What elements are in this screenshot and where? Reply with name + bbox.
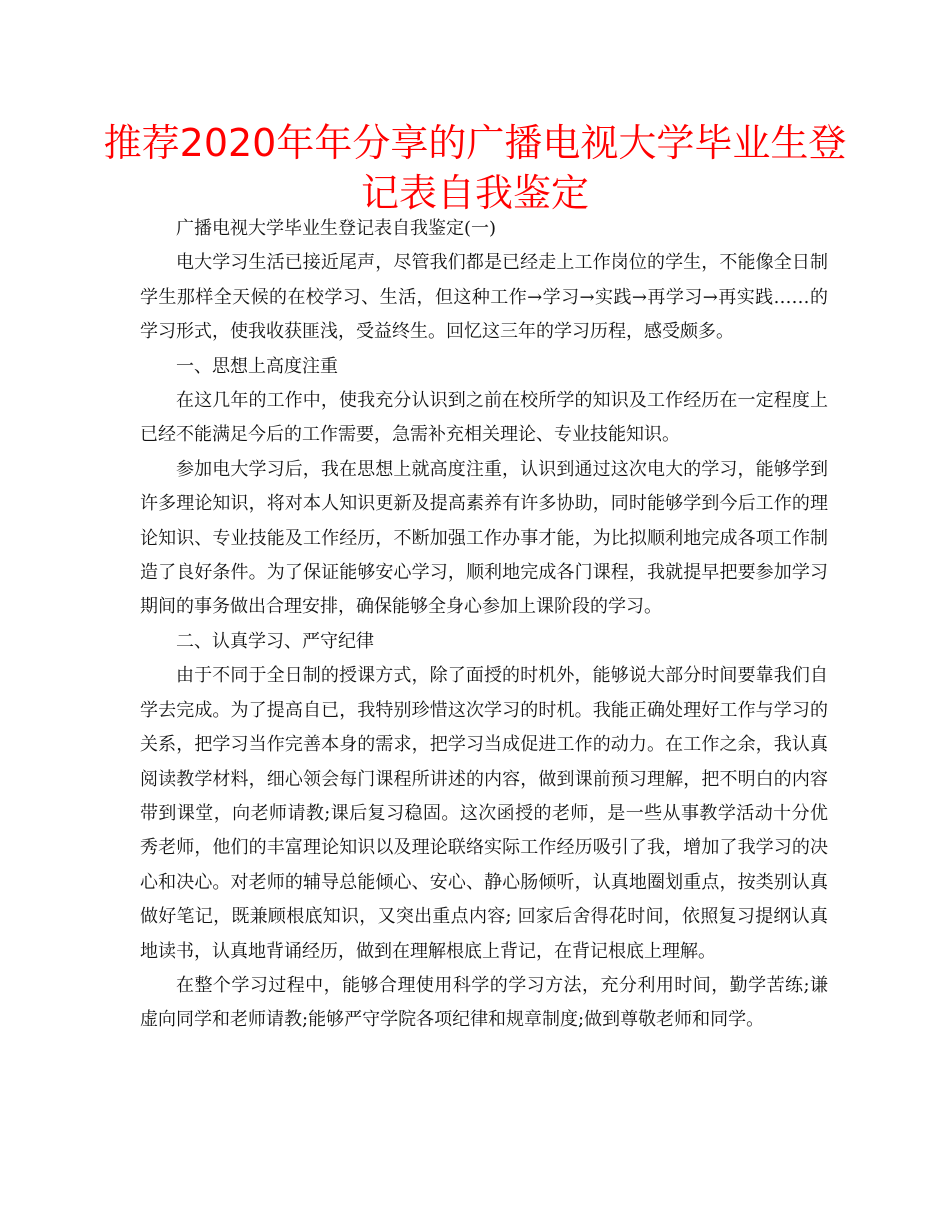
document-title: 推荐2020年年分享的广播电视大学毕业生登记表自我鉴定 [103,121,847,215]
paragraph-intro: 电大学习生活已接近尾声，尽管我们都是已经走上工作岗位的学生，不能像全日制学生那样全天候的在校学习、生活，但这种工作→学习→实践→再学习→再实践……的学习形式，使我收获匪浅，受益终生。回忆这三年的学习历程，感受颇多。 [140,252,828,343]
paragraph-3: 由于不同于全日制的授课方式，除了面授的时机外，能够说大部分时间要靠我们自学去完成。为了提高自已，我特别珍惜这次学习的时机。我能正确处理好工作与学习的关系，把学习当作完善本身的需求，把学习当成促进工作的动力。在工作之余，我认真阅读教学材料，细心领会每门课程所讲述的内容，做到课前预习理解，把不明白的内容带到课堂，向老师请教;课后复习稳固。这次函授的老师，是一些从事教学活动十分优秀老师，他们的丰富理论知识以及理论联络实际工作经历吸引了我，增加了我学习的决心和决心。对老师的辅导总能倾心、安心、静心肠倾听，认真地圈划重点，按类别认真做好笔记，既兼顾根底知识，又突出重点内容; 回家后舍得花时间，依照复习提纲认真地读书，认真地背诵经历，做到在理解根底上背记，在背记根底上理解。 [140,665,828,962]
section-heading-part-one: 广播电视大学毕业生登记表自我鉴定(一) [176,218,497,239]
paragraph-2: 参加电大学习后，我在思想上就高度注重，认识到通过这次电大的学习，能够学到许多理论知识，将对本人知识更新及提高素养有许多协助，同时能够学到今后工作的理论知识、专业技能及工作经历，不断加强工作办事才能，为比拟顺利地完成各项工作制造了良好条件。为了保证能够安心学习，顺利地完成各门课程，我就提早把要参加学习期间的事务做出合理安排，确保能够全身心参加上课阶段的学习。 [140,458,828,618]
paragraph-4: 在整个学习过程中，能够合理使用科学的学习方法，充分利用时间，勤学苦练;谦虚向同学和老师请教;能够严守学院各项纪律和规章制度;做到尊敬老师和同学。 [140,974,828,1031]
section-heading-1: 一、思想上高度注重 [176,355,338,377]
paragraph-1: 在这几年的工作中，使我充分认识到之前在校所学的知识及工作经历在一定程度上已经不能满足今后的工作需要，急需补充相关理论、专业技能知识。 [140,390,828,446]
section-heading-2: 二、认真学习、严守纪律 [176,630,374,652]
document-body [140,212,828,1038]
